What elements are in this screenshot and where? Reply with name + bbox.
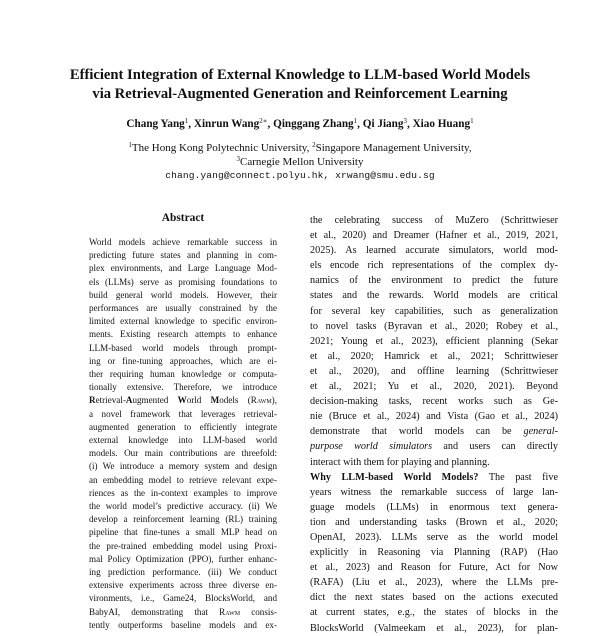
text-fragment: and users can directly bbox=[432, 441, 558, 453]
abstract-line: World models achieve remarkable success in bbox=[89, 237, 277, 247]
abstract-line: a novel framework that leverages retrieval- bbox=[89, 408, 277, 419]
abstract-line: mal Policy Optimization (PPO), further enhanc- bbox=[89, 553, 277, 564]
body-line: BlocksWorld (Valmeekam et al., 2023), for plan- bbox=[310, 622, 558, 634]
abstract-line: tently outperforms baseline models and ex- bbox=[89, 619, 277, 630]
author-affiliation-mark: 1 bbox=[184, 117, 189, 125]
body-line: els encode rich representations of the complex dy- bbox=[310, 260, 558, 272]
paper-title bbox=[40, 66, 560, 104]
body-line: decision-making tasks, recent works such as Ge- bbox=[310, 396, 558, 408]
body-line: OpenAI, 2023). LLMs serve as the world model bbox=[310, 531, 558, 543]
author-list: Chang Yang$^1$, Xinrun Wang$^{2∗}$, Qinggang Zhang$^1$, Qi Jiang$^3$, Xiao Huang$^1$ bbox=[126, 117, 474, 130]
abstract-line: the pre-trained embedding model using Proxi- bbox=[89, 540, 277, 551]
body-line: et al., 2020) and Dreamer (Hafner et al., 2019, 2021, bbox=[310, 230, 558, 242]
body-line: (RAFA) (Liu et al., 2023), where the LLMs pre- bbox=[310, 577, 558, 589]
body-line: et al., 2021; Yu et al., 2020, 2021). Beyond bbox=[310, 381, 558, 393]
abstract-line: vironments, i.e., Game24, BlocksWorld, and bbox=[89, 593, 277, 604]
body-line: at current states, e.g., the states of blocks in the bbox=[310, 607, 558, 619]
abstract-line-rawm-results bbox=[89, 606, 277, 619]
author-name: Xinrun Wang bbox=[193, 118, 260, 130]
affiliation-line-1 bbox=[40, 141, 560, 155]
body-line: explicitly in Reasoning via Planning (RAP) (Hao bbox=[310, 547, 558, 559]
acronym-letter: W bbox=[177, 395, 187, 406]
acronym-letter: A bbox=[125, 395, 133, 406]
body-line-general-purpose bbox=[310, 424, 558, 439]
author-affiliation-mark: 2∗ bbox=[259, 117, 268, 125]
emphasis-text: purpose world simulators bbox=[310, 441, 433, 453]
abstract-line: predicting future states and planning in com- bbox=[89, 250, 277, 261]
text-fragment: odels (R bbox=[219, 395, 257, 406]
affiliation-cmu: Carnegie Mellon University bbox=[240, 156, 364, 168]
abstract-line: the world model’s predictive accuracy. (ii) We bbox=[89, 501, 277, 512]
text-fragment: awm bbox=[256, 395, 272, 406]
body-line: interact with them for playing and planning. bbox=[310, 456, 490, 468]
acronym-letter: R bbox=[89, 395, 96, 406]
body-line: for several key capabilities, such as generalization bbox=[310, 305, 558, 317]
abstract-line: tionally extensive. Therefore, we introduce bbox=[89, 382, 277, 393]
abstract-line: limited external knowledge to specific environ- bbox=[89, 316, 277, 327]
body-line-world-simulators bbox=[310, 439, 558, 454]
body-line: et al., 2020), and offline learning (Schrittwieser bbox=[310, 365, 558, 377]
abstract-line: build general world models. However, their bbox=[89, 289, 277, 300]
title-line-1: Efficient Integration of External Knowledge to LLM-based World Models bbox=[69, 67, 531, 83]
text-fragment: consis- bbox=[240, 606, 277, 617]
body-line: tion and understanding tasks (Brown et al., 2020; bbox=[310, 516, 558, 528]
text-fragment: ), bbox=[271, 395, 277, 406]
author-affiliation-mark: 1 bbox=[470, 117, 474, 125]
affiliation-mark: 1 bbox=[128, 141, 132, 149]
abstract-line: (i) We introduce a memory system and design bbox=[89, 461, 277, 472]
abstract-line: performances are usually constrained by the bbox=[89, 303, 277, 314]
body-line: 2025). As learned accurate simulators, world mod- bbox=[310, 245, 558, 257]
abstract-line: ther requiring human knowledge or computa- bbox=[89, 369, 277, 380]
abstract-line: LLM-based world models through prompt- bbox=[89, 342, 277, 353]
affiliation-mark: 2 bbox=[312, 141, 316, 149]
body-line: nie (Bruce et al., 2024) and Vista (Gao et al., 2024) bbox=[310, 411, 558, 423]
body-line: dict the next states based on the actions executed bbox=[310, 592, 558, 604]
abstract-line: riences as the in-context examples to improve bbox=[89, 487, 277, 498]
author-affiliation-mark: 3 bbox=[403, 117, 407, 125]
affiliations bbox=[40, 141, 560, 183]
body-line: states and the rewards. World models are critical bbox=[310, 290, 558, 302]
abstract-line: augmented generation to efficiently integrate bbox=[89, 421, 277, 432]
title-line-2: via Retrieval-Augmented Generation and Reinforcement Learning bbox=[92, 86, 508, 102]
abstract-line: plex environments, and Large Language Mod- bbox=[89, 263, 277, 274]
abstract-heading: Abstract bbox=[161, 212, 205, 224]
introduction-body bbox=[310, 213, 558, 636]
abstract-line: ing or fine-tuning approaches, which are ei- bbox=[89, 355, 277, 366]
text-fragment: ugmented bbox=[132, 395, 178, 406]
abstract-line: pipeline that fine-tunes a small MLP head on bbox=[89, 527, 277, 538]
abstract-line-rawm-definition bbox=[89, 394, 277, 407]
body-line: 2021; Young et al., 2023), efficient planning (Sekar bbox=[310, 335, 558, 347]
emphasis-text: general- bbox=[523, 426, 558, 438]
text-fragment: orld bbox=[186, 395, 211, 406]
body-line: the celebrating success of MuZero (Schrittwieser bbox=[310, 215, 558, 226]
author-name: Qinggang Zhang bbox=[273, 118, 354, 130]
author-emails[interactable]: chang.yang@connect.polyu.hk, xrwang@smu.edu.sg bbox=[165, 170, 435, 181]
abstract-line: external knowledge into LLM-based world bbox=[89, 435, 277, 446]
author-name: Qi Jiang bbox=[362, 118, 404, 130]
affiliation-smu: Singapore Management University, bbox=[315, 142, 472, 154]
paragraph-heading-line bbox=[310, 470, 558, 485]
body-line: to novel tasks (Byravan et al., 2020; Robey et al., bbox=[310, 320, 558, 332]
abstract-line: an embedding model to retrieve relevant expe- bbox=[89, 474, 277, 485]
author-name: Chang Yang bbox=[126, 118, 185, 130]
text-fragment: etrieval- bbox=[95, 395, 126, 406]
body-line: et al., 2023) and Reason for Future, Act for Now bbox=[310, 562, 558, 574]
paragraph-heading: Why LLM-based World Models? bbox=[310, 471, 479, 483]
abstract-line: models. Our main contributions are threefold: bbox=[89, 448, 277, 459]
affiliation-mark: 3 bbox=[236, 155, 241, 163]
abstract-line: els (LLMs) serve as promising foundations to bbox=[89, 276, 277, 287]
abstract-line: ments. Existing research attempts to enhance bbox=[89, 329, 277, 340]
author-affiliation-mark: 1 bbox=[353, 117, 358, 125]
abstract-line: ing prediction performance. (iii) We conduct bbox=[89, 567, 277, 578]
body-line: years witness the remarkable success of large lan- bbox=[310, 486, 558, 498]
text-fragment: BabyAI, demonstrating that R bbox=[89, 606, 226, 617]
text-fragment: The past five bbox=[478, 471, 559, 483]
body-line: et al., 2020; Hamrick et al., 2021; Schrittwieser bbox=[310, 350, 558, 362]
text-fragment: awm bbox=[225, 606, 241, 617]
body-line: guage models (LLMs) in enormous text genera- bbox=[310, 501, 558, 513]
acronym-letter: M bbox=[210, 395, 220, 406]
affiliation-line-2 bbox=[40, 155, 560, 169]
affiliation-polyu: The Hong Kong Polytechnic University, bbox=[131, 142, 313, 154]
abstract-line: develop a reinforcement learning (RL) training bbox=[89, 514, 277, 525]
text-fragment: demonstrate that world models can be bbox=[310, 426, 524, 438]
abstract-line: extensive experiments across three diverse en- bbox=[89, 580, 277, 591]
author-name: Xiao Huang bbox=[412, 118, 471, 130]
body-line: namics of the environment to predict the future bbox=[310, 275, 558, 287]
abstract-body bbox=[89, 236, 277, 632]
